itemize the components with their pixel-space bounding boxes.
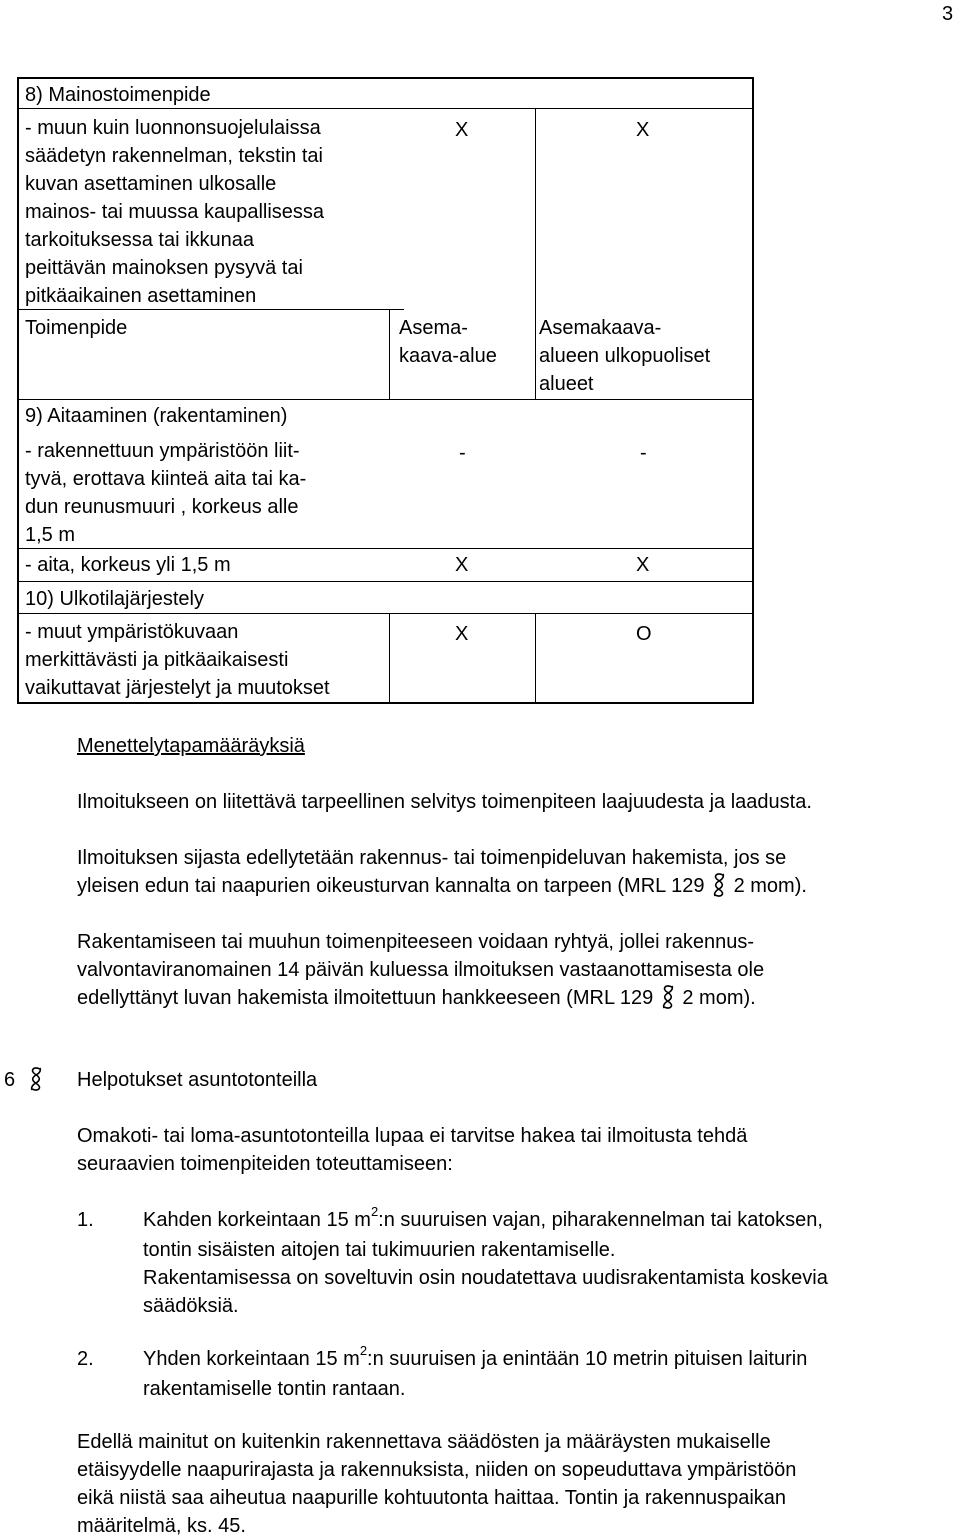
mark-asemakaava-mainos: X — [455, 119, 469, 141]
mark-ulkopuoliset-aita-yli: X — [636, 554, 650, 576]
text-line: etäisyydelle naapurirajasta ja rakennuksista, niiden on sopeuduttava ympäristöön — [77, 1459, 797, 1481]
text-line: peittävän mainoksen pysyvä tai — [25, 257, 303, 279]
table-border-bottom — [17, 702, 754, 704]
text-span: 2 mom). — [733, 875, 807, 897]
mark-ulkopuoliset-aita-alle: - — [640, 442, 647, 464]
procedures-paragraph-3 — [77, 928, 957, 1012]
procedures-paragraph-2 — [77, 844, 957, 900]
list-item — [143, 1206, 828, 1320]
text-span: Yhden korkeintaan 15 m — [143, 1348, 360, 1370]
list-item-number: 2. — [77, 1348, 94, 1370]
text-line: Asemakaava- — [539, 317, 662, 339]
text-line: vaikuttavat järjestelyt ja muutokset — [25, 677, 330, 699]
closing-paragraph — [77, 1428, 957, 1540]
mark-asemakaava-aita-alle: - — [459, 442, 466, 464]
text-line: merkittävästi ja pitkäaikaisesti — [25, 649, 289, 671]
section-number-text: 6 — [4, 1069, 16, 1091]
superscript: 2 — [359, 1343, 368, 1358]
heading-aitaaminen: 9) Aitaaminen (rakentaminen) — [25, 405, 288, 427]
heading-ulkotilajarjestely: 10) Ulkotilajärjestely — [25, 588, 204, 610]
mark-asemakaava-muutokset: X — [455, 623, 469, 645]
text-line: määritelmä, ks. 45. — [77, 1515, 246, 1537]
text-line: Rakentamiseen tai muuhun toimenpiteeseen voidaan ryhtyä, jollei rakennus- — [77, 931, 755, 953]
table-border-right — [752, 77, 754, 704]
text-line: kaava-alue — [399, 345, 497, 367]
table-rule — [17, 399, 754, 400]
text-line: tyvä, erottava kiinteä aita tai ka- — [25, 468, 307, 490]
col-header-ulkopuoliset-alueet — [539, 314, 710, 398]
text-span: :n suuruisen ja enintään 10 metrin pituisen laiturin — [367, 1348, 808, 1370]
text-line: säädetyn rakennelman, tekstin tai — [25, 145, 323, 167]
text-line — [143, 1345, 807, 1375]
row-muutokset-text — [25, 618, 330, 702]
table-border-left — [17, 77, 19, 704]
text-line: tontin sisäisten aitojen tai tukimuurien rakentamiselle. — [143, 1239, 616, 1261]
list-item-number: 1. — [77, 1209, 94, 1231]
procedures-paragraph-1: Ilmoitukseen on liitettävä tarpeellinen selvitys toimenpiteen laajuudesta ja laadusta. — [77, 791, 812, 813]
text-line: alueet — [539, 373, 594, 395]
text-line: seuraavien toimenpiteiden toteuttamiseen: — [77, 1153, 453, 1175]
section-sign-icon — [659, 984, 677, 1010]
row-aita-yli-text: - aita, korkeus yli 1,5 m — [25, 554, 231, 576]
mark-asemakaava-aita-yli: X — [455, 554, 469, 576]
text-span: Kahden korkeintaan 15 m — [143, 1209, 371, 1231]
text-line — [143, 1206, 828, 1236]
text-line: kuvan asettaminen ulkosalle — [25, 173, 277, 195]
mark-ulkopuoliset-mainos: X — [636, 119, 650, 141]
section-sign-icon — [27, 1066, 45, 1092]
text-line: alueen ulkopuoliset — [539, 345, 711, 367]
section-number — [4, 1066, 45, 1094]
text-span: yleisen edun tai naapurien oikeusturvan kannalta on tarpeen (MRL 129 — [77, 875, 705, 897]
page-number: 3 — [942, 3, 954, 25]
text-line: dun reunusmuuri , korkeus alle — [25, 496, 299, 518]
text-line: Asema- — [399, 317, 468, 339]
table-rule — [389, 310, 390, 399]
row-aita-alle-text — [25, 437, 306, 549]
text-span: :n suuruisen vajan, piharakennelman tai katoksen, — [378, 1209, 823, 1231]
text-line: Omakoti- tai loma-asuntotonteilla lupaa ei tarvitse hakea tai ilmoitusta tehdä — [77, 1125, 748, 1147]
text-line: - rakennettuun ympäristöön liit- — [25, 440, 300, 462]
text-line: - muun kuin luonnonsuojelulaissa — [25, 117, 321, 139]
text-line: Ilmoituksen sijasta edellytetään rakennus- tai toimenpideluvan hakemista, jos se — [77, 847, 787, 869]
text-line — [77, 984, 957, 1012]
section-intro — [77, 1122, 957, 1178]
text-line: rakentamiselle tontin rantaan. — [143, 1378, 406, 1400]
text-span: edellyttänyt luvan hakemista ilmoitettuun hankkeeseen (MRL 129 — [77, 987, 654, 1009]
text-line: eikä niistä saa aiheutua naapurille kohtuutonta haittaa. Tontin ja rakennuspaikan — [77, 1487, 787, 1509]
text-line: valvontaviranomainen 14 päivän kuluessa ilmoituksen vastaanottamisesta ole — [77, 959, 765, 981]
list-item — [143, 1345, 807, 1403]
table-border-top — [17, 77, 754, 79]
text-line — [77, 872, 957, 900]
col-header-asemakaava-alue — [399, 314, 497, 370]
section-title: Helpotukset asuntotonteilla — [77, 1069, 318, 1091]
col-header-toimenpide: Toimenpide — [25, 317, 128, 339]
text-line: säädöksiä. — [143, 1295, 239, 1317]
section-sign-icon — [710, 872, 728, 898]
table-rule — [389, 614, 390, 702]
heading-mainostoimenpide: 8) Mainostoimenpide — [25, 84, 211, 106]
text-line: Edellä mainitut on kuitenkin rakennettava säädösten ja määräysten mukaiselle — [77, 1431, 771, 1453]
text-line: 1,5 m — [25, 524, 76, 546]
text-line: - muut ympäristökuvaan — [25, 621, 239, 643]
table-rule — [17, 613, 754, 614]
table-rule — [535, 108, 536, 399]
text-line: Rakentamisessa on soveltuvin osin noudatettava uudisrakentamista koskevia — [143, 1267, 828, 1289]
procedures-heading: Menettelytapamääräyksiä — [77, 735, 305, 757]
text-line: mainos- tai muussa kaupallisessa — [25, 201, 325, 223]
mark-ulkopuoliset-muutokset: O — [636, 623, 652, 645]
table-rule — [17, 581, 754, 582]
text-span: 2 mom). — [682, 987, 756, 1009]
row-mainos-text — [25, 114, 324, 310]
superscript: 2 — [370, 1204, 379, 1219]
text-line: pitkäaikainen asettaminen — [25, 285, 257, 307]
table-rule — [535, 614, 536, 702]
text-line: tarkoituksessa tai ikkunaa — [25, 229, 255, 251]
